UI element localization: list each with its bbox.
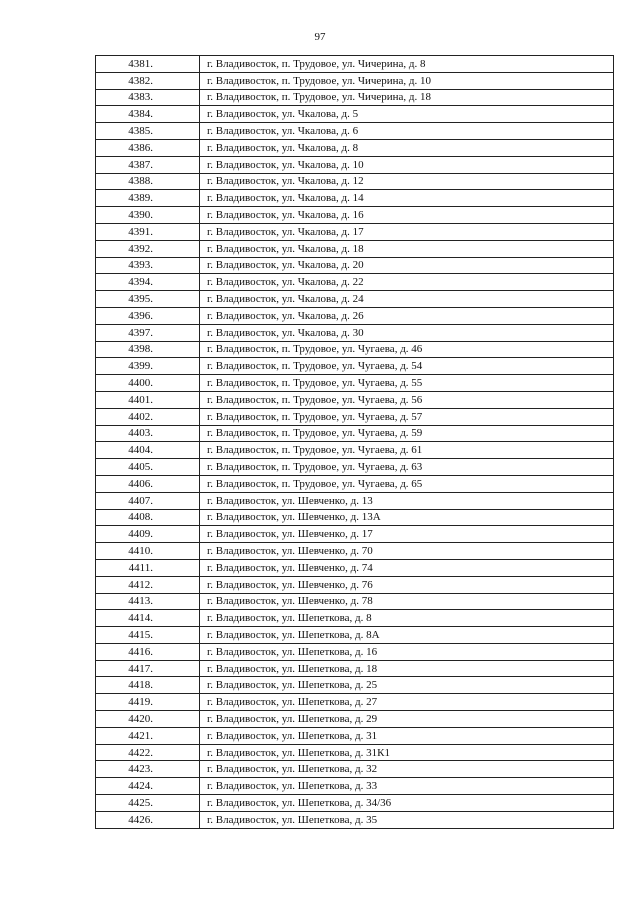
address-cell: г. Владивосток, ул. Шевченко, д. 78: [200, 593, 614, 610]
table-row: [96, 89, 614, 106]
row-number-cell: 4392.: [96, 240, 200, 257]
row-number-cell: 4400.: [96, 375, 200, 392]
address-cell: г. Владивосток, п. Трудовое, ул. Чичерина, д. 18: [200, 89, 614, 106]
row-number-cell: 4416.: [96, 643, 200, 660]
address-table: [95, 55, 614, 829]
row-number-cell: 4381.: [96, 56, 200, 73]
address-cell: г. Владивосток, ул. Шепеткова, д. 34/36: [200, 795, 614, 812]
row-number-cell: 4385.: [96, 123, 200, 140]
table-row: [96, 72, 614, 89]
address-cell: г. Владивосток, ул. Чкалова, д. 8: [200, 139, 614, 156]
table-row: [96, 610, 614, 627]
row-number-cell: 4424.: [96, 778, 200, 795]
address-cell: г. Владивосток, ул. Шепеткова, д. 25: [200, 677, 614, 694]
table-row: [96, 207, 614, 224]
table-row: [96, 761, 614, 778]
table-row: [96, 408, 614, 425]
row-number-cell: 4399.: [96, 358, 200, 375]
row-number-cell: 4411.: [96, 559, 200, 576]
row-number-cell: 4402.: [96, 408, 200, 425]
table-row: [96, 677, 614, 694]
row-number-cell: 4404.: [96, 442, 200, 459]
row-number-cell: 4418.: [96, 677, 200, 694]
address-cell: г. Владивосток, ул. Чкалова, д. 10: [200, 156, 614, 173]
table-row: [96, 459, 614, 476]
address-cell: г. Владивосток, ул. Чкалова, д. 16: [200, 207, 614, 224]
row-number-cell: 4426.: [96, 811, 200, 828]
address-cell: г. Владивосток, ул. Чкалова, д. 12: [200, 173, 614, 190]
address-cell: г. Владивосток, ул. Шевченко, д. 13А: [200, 509, 614, 526]
table-row: [96, 627, 614, 644]
address-cell: г. Владивосток, п. Трудовое, ул. Чугаева, д. 65: [200, 475, 614, 492]
table-row: [96, 425, 614, 442]
table-row: [96, 442, 614, 459]
row-number-cell: 4388.: [96, 173, 200, 190]
table-row: [96, 391, 614, 408]
table-row: [96, 173, 614, 190]
row-number-cell: 4406.: [96, 475, 200, 492]
address-cell: г. Владивосток, п. Трудовое, ул. Чугаева, д. 54: [200, 358, 614, 375]
address-cell: г. Владивосток, п. Трудовое, ул. Чугаева, д. 59: [200, 425, 614, 442]
table-row: [96, 492, 614, 509]
address-cell: г. Владивосток, ул. Чкалова, д. 24: [200, 291, 614, 308]
address-cell: г. Владивосток, ул. Чкалова, д. 6: [200, 123, 614, 140]
row-number-cell: 4417.: [96, 660, 200, 677]
table-row: [96, 727, 614, 744]
row-number-cell: 4386.: [96, 139, 200, 156]
address-cell: г. Владивосток, ул. Шевченко, д. 13: [200, 492, 614, 509]
row-number-cell: 4396.: [96, 307, 200, 324]
table-row: [96, 643, 614, 660]
table-row: [96, 559, 614, 576]
table-row: [96, 375, 614, 392]
row-number-cell: 4412.: [96, 576, 200, 593]
address-cell: г. Владивосток, ул. Шепеткова, д. 32: [200, 761, 614, 778]
address-cell: г. Владивосток, ул. Шепеткова, д. 8А: [200, 627, 614, 644]
address-cell: г. Владивосток, п. Трудовое, ул. Чичерина, д. 8: [200, 56, 614, 73]
row-number-cell: 4415.: [96, 627, 200, 644]
row-number-cell: 4414.: [96, 610, 200, 627]
row-number-cell: 4394.: [96, 274, 200, 291]
table-row: [96, 274, 614, 291]
table-row: [96, 123, 614, 140]
table-row: [96, 223, 614, 240]
row-number-cell: 4409.: [96, 526, 200, 543]
table-row: [96, 593, 614, 610]
row-number-cell: 4420.: [96, 711, 200, 728]
table-row: [96, 811, 614, 828]
address-cell: г. Владивосток, ул. Шепеткова, д. 33: [200, 778, 614, 795]
address-cell: г. Владивосток, п. Трудовое, ул. Чугаева, д. 56: [200, 391, 614, 408]
address-cell: г. Владивосток, ул. Чкалова, д. 30: [200, 324, 614, 341]
page-number: 97: [314, 31, 326, 43]
row-number-cell: 4393.: [96, 257, 200, 274]
address-cell: г. Владивосток, ул. Шевченко, д. 70: [200, 543, 614, 560]
address-cell: г. Владивосток, ул. Чкалова, д. 20: [200, 257, 614, 274]
table-row: [96, 341, 614, 358]
table-row: [96, 240, 614, 257]
table-row: [96, 190, 614, 207]
row-number-cell: 4398.: [96, 341, 200, 358]
table-row: [96, 56, 614, 73]
row-number-cell: 4410.: [96, 543, 200, 560]
table-row: [96, 307, 614, 324]
address-cell: г. Владивосток, ул. Шепеткова, д. 31: [200, 727, 614, 744]
address-table-body: [96, 56, 614, 829]
row-number-cell: 4384.: [96, 106, 200, 123]
address-cell: г. Владивосток, ул. Шевченко, д. 17: [200, 526, 614, 543]
address-cell: г. Владивосток, ул. Шепеткова, д. 16: [200, 643, 614, 660]
row-number-cell: 4401.: [96, 391, 200, 408]
table-row: [96, 139, 614, 156]
address-cell: г. Владивосток, ул. Чкалова, д. 22: [200, 274, 614, 291]
row-number-cell: 4408.: [96, 509, 200, 526]
table-row: [96, 576, 614, 593]
address-cell: г. Владивосток, п. Трудовое, ул. Чичерина, д. 10: [200, 72, 614, 89]
address-cell: г. Владивосток, ул. Шевченко, д. 74: [200, 559, 614, 576]
row-number-cell: 4405.: [96, 459, 200, 476]
address-cell: г. Владивосток, п. Трудовое, ул. Чугаева, д. 46: [200, 341, 614, 358]
address-cell: г. Владивосток, п. Трудовое, ул. Чугаева, д. 57: [200, 408, 614, 425]
table-row: [96, 778, 614, 795]
address-cell: г. Владивосток, ул. Шепеткова, д. 29: [200, 711, 614, 728]
row-number-cell: 4422.: [96, 744, 200, 761]
row-number-cell: 4407.: [96, 492, 200, 509]
table-row: [96, 660, 614, 677]
row-number-cell: 4383.: [96, 89, 200, 106]
address-cell: г. Владивосток, п. Трудовое, ул. Чугаева, д. 55: [200, 375, 614, 392]
address-cell: г. Владивосток, ул. Шепеткова, д. 8: [200, 610, 614, 627]
address-cell: г. Владивосток, ул. Шепеткова, д. 31К1: [200, 744, 614, 761]
table-row: [96, 694, 614, 711]
table-row: [96, 711, 614, 728]
address-cell: г. Владивосток, ул. Шепеткова, д. 18: [200, 660, 614, 677]
row-number-cell: 4403.: [96, 425, 200, 442]
row-number-cell: 4425.: [96, 795, 200, 812]
address-cell: г. Владивосток, п. Трудовое, ул. Чугаева, д. 63: [200, 459, 614, 476]
row-number-cell: 4395.: [96, 291, 200, 308]
address-cell: г. Владивосток, ул. Шепеткова, д. 27: [200, 694, 614, 711]
address-cell: г. Владивосток, ул. Шепеткова, д. 35: [200, 811, 614, 828]
table-row: [96, 324, 614, 341]
row-number-cell: 4391.: [96, 223, 200, 240]
table-row: [96, 257, 614, 274]
table-row: [96, 291, 614, 308]
address-cell: г. Владивосток, ул. Чкалова, д. 14: [200, 190, 614, 207]
table-row: [96, 358, 614, 375]
table-row: [96, 543, 614, 560]
table-row: [96, 526, 614, 543]
table-row: [96, 475, 614, 492]
row-number-cell: 4389.: [96, 190, 200, 207]
table-row: [96, 106, 614, 123]
row-number-cell: 4387.: [96, 156, 200, 173]
row-number-cell: 4419.: [96, 694, 200, 711]
row-number-cell: 4397.: [96, 324, 200, 341]
address-cell: г. Владивосток, ул. Чкалова, д. 18: [200, 240, 614, 257]
row-number-cell: 4423.: [96, 761, 200, 778]
table-row: [96, 509, 614, 526]
table-row: [96, 744, 614, 761]
row-number-cell: 4390.: [96, 207, 200, 224]
row-number-cell: 4421.: [96, 727, 200, 744]
row-number-cell: 4382.: [96, 72, 200, 89]
address-cell: г. Владивосток, ул. Чкалова, д. 26: [200, 307, 614, 324]
address-cell: г. Владивосток, п. Трудовое, ул. Чугаева, д. 61: [200, 442, 614, 459]
row-number-cell: 4413.: [96, 593, 200, 610]
table-row: [96, 156, 614, 173]
address-cell: г. Владивосток, ул. Чкалова, д. 17: [200, 223, 614, 240]
table-row: [96, 795, 614, 812]
address-cell: г. Владивосток, ул. Чкалова, д. 5: [200, 106, 614, 123]
address-cell: г. Владивосток, ул. Шевченко, д. 76: [200, 576, 614, 593]
